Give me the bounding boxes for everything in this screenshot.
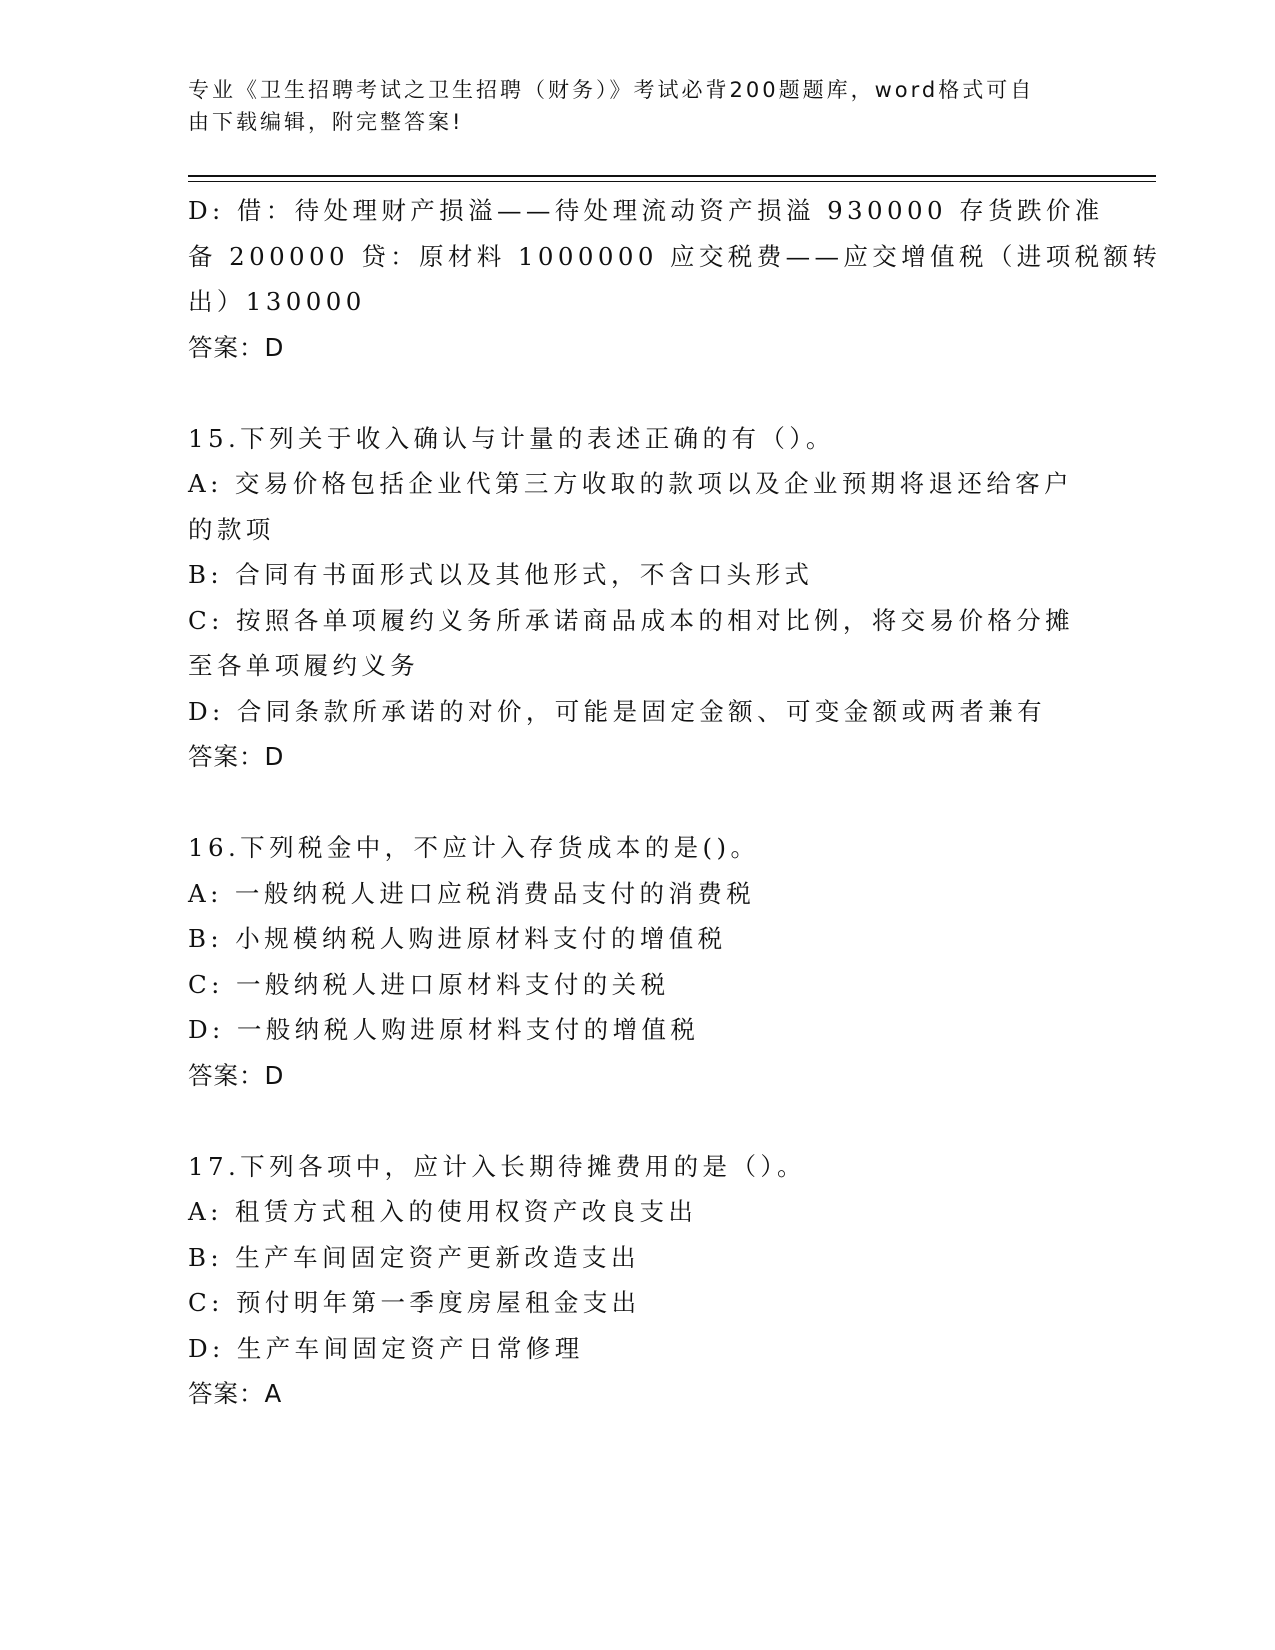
option-d: D: 生产车间固定资产日常修理 [188, 1333, 584, 1363]
option-d-cont: 备 200000 贷：原材料 1000000 应交税费——应交增值税（进项税额转 [188, 241, 1162, 271]
option-d: D: 合同条款所承诺的对价，可能是固定金额、可变金额或两者兼有 [188, 696, 1047, 726]
spacer [188, 1098, 1078, 1144]
spacer [188, 780, 1078, 826]
option-a: A: 交易价格包括企业代第三方收取的款项以及企业预期将退还给客户 [188, 469, 1074, 498]
page-header [188, 74, 1068, 138]
answer: 答案：D [188, 1060, 285, 1090]
spacer [188, 370, 1078, 416]
header-line-1: 专业《卫生招聘考试之卫生招聘（财务）》考试必背200题题库，word格式可自 [188, 78, 1035, 102]
header-rule-thin [188, 181, 1156, 182]
option-d: D: 借：待处理财产损溢——待处理流动资产损溢 930000 存货跌价准 [188, 196, 1104, 225]
option-c: C: 按照各单项履约义务所承诺商品成本的相对比例，将交易价格分摊 [188, 605, 1075, 635]
answer: 答案：D [188, 332, 285, 362]
option-a: A: 一般纳税人进口应税消费品支付的消费税 [188, 878, 756, 908]
option-d-cont: 出）130000 [188, 287, 366, 316]
option-b: B: 生产车间固定资产更新改造支出 [188, 1242, 640, 1272]
question-content [188, 188, 1162, 1417]
question-stem: 16.下列税金中，不应计入存货成本的是()。 [188, 833, 760, 862]
question-stem: 15.下列关于收入确认与计量的表述正确的有（）。 [188, 423, 835, 453]
question-16 [188, 825, 1078, 1098]
option-c-cont: 至各单项履约义务 [188, 651, 420, 680]
question-15 [188, 416, 1078, 780]
option-a: A: 租赁方式租入的使用权资产改良支出 [188, 1197, 698, 1226]
option-c: C: 一般纳税人进口原材料支付的关税 [188, 969, 670, 999]
header-line-2: 由下载编辑，附完整答案! [188, 110, 464, 134]
option-b: B: 合同有书面形式以及其他形式，不含口头形式 [188, 560, 814, 589]
question-stem: 17.下列各项中，应计入长期待摊费用的是（）。 [188, 1151, 806, 1181]
header-rule-thick [188, 175, 1156, 177]
option-b: B: 小规模纳税人购进原材料支付的增值税 [188, 924, 727, 953]
option-c: C: 预付明年第一季度房屋租金支出 [188, 1288, 641, 1317]
answer: 答案：A [188, 1379, 283, 1408]
question-17 [188, 1144, 1078, 1417]
option-a-cont: 的款项 [188, 514, 275, 544]
answer: 答案：D [188, 742, 285, 771]
question-14-continued [188, 188, 1162, 370]
option-d: D: 一般纳税人购进原材料支付的增值税 [188, 1015, 700, 1044]
